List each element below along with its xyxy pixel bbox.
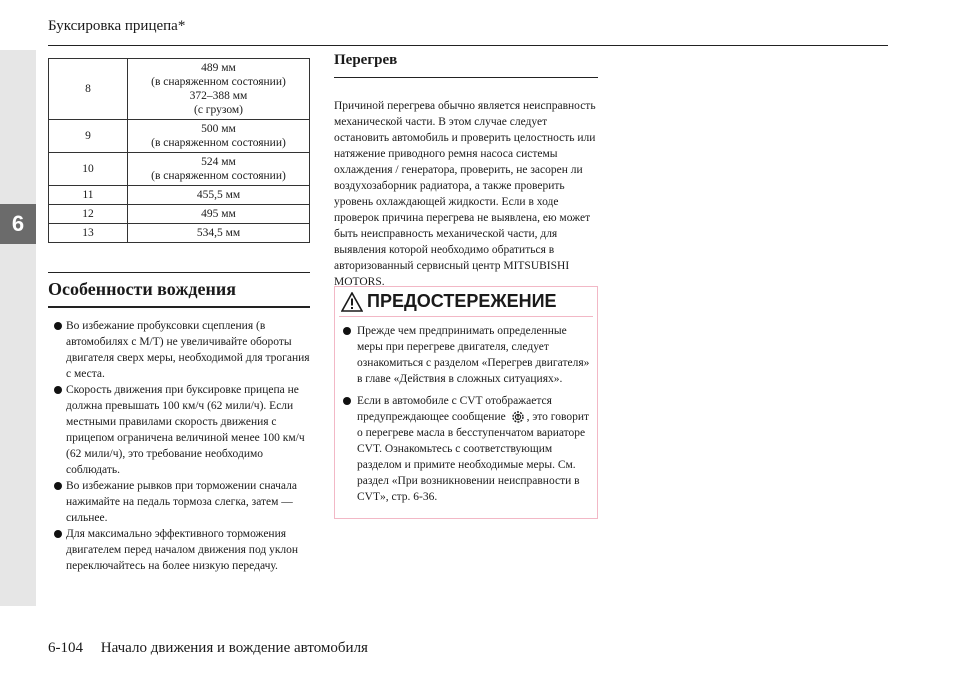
table-row [49, 224, 310, 243]
transmission-gear-icon [510, 409, 526, 425]
value-line: 500 мм [201, 123, 236, 135]
row-value [128, 120, 310, 153]
overheat-paragraph: Причиной перегрева обычно является неисправность механической части. В этом случае следует остановить автомобиль и проверить целостность или натяжение приводного ремня насоса системы охлаждения / генератора, проверить, не засорен ли воздухозаборник радиатора, а также проверить уровень охлаждающей жидкости. Если в ходе проверок причина перегрева не выявлена, ею может быть неисправность механической части, для выявления которой необходимо обратиться в авторизованный сервисный центр MITSUBISHI MOTORS. [334, 100, 596, 288]
warning-item2-start: Если в автомобиле с CVT отображается предупреждающее сообщение [357, 395, 552, 423]
value-line: 534,5 мм [196, 227, 241, 239]
row-number: 11 [49, 186, 128, 205]
chapter-tab: 6 [0, 204, 36, 244]
header-title: Буксировка прицепа* [48, 18, 186, 34]
row-number: 12 [49, 205, 128, 224]
warning-item2-end: , это говорит о перегреве масла в бесступенчатом вариаторе CVT. Ознакомьтесь с соответствующим разделом и примите необходимые меры. См. раздел «При возникновении неисправности в CVT», стр. 6-36. [357, 411, 590, 504]
warning-header [335, 287, 597, 312]
value-line: 489 мм [201, 62, 236, 74]
value-line: 372–388 мм [189, 90, 248, 102]
driving-bullet-list [52, 318, 314, 574]
list-item: Прежде чем предпринимать определенные меры при перегреве двигателя, следует ознакомиться с разделом «Перегрев двигателя» в главе «Действия в сложных ситуациях». [335, 323, 597, 387]
warning-title: ПРЕДОСТЕРЕЖЕНИЕ [367, 291, 557, 311]
overheat-section-heading [334, 52, 598, 78]
overheat-section-title: Перегрев [334, 52, 398, 68]
value-line: 495 мм [201, 208, 236, 220]
row-value [128, 153, 310, 186]
row-number: 10 [49, 153, 128, 186]
row-value [128, 59, 310, 120]
warning-list [335, 323, 597, 505]
spec-table [48, 58, 310, 243]
warning-divider [339, 316, 593, 317]
row-number: 13 [49, 224, 128, 243]
value-line: (в снаряженном состоянии) [151, 76, 286, 88]
table-row [49, 120, 310, 153]
value-line: (в снаряженном состоянии) [151, 137, 286, 149]
table-row [49, 205, 310, 224]
row-value [128, 186, 310, 205]
row-value [128, 224, 310, 243]
value-line: 455,5 мм [196, 189, 241, 201]
side-strip [0, 50, 36, 606]
list-item: Для максимально эффективного торможения двигателем перед началом движения под уклон переключайтесь на более низкую передачу. [52, 526, 314, 574]
driving-section-heading [48, 272, 310, 308]
page-number: 6-104 [48, 640, 83, 656]
value-line: (с грузом) [194, 104, 243, 116]
header-rule [48, 45, 888, 46]
warning-box [334, 286, 598, 519]
list-item: Во избежание пробуксовки сцепления (в автомобилях с M/T) не увеличивайте обороты двигателя сверх меры, необходимой для трогания с места. [52, 318, 314, 382]
warning-triangle-icon [341, 292, 363, 312]
table-row [49, 59, 310, 120]
table-row [49, 153, 310, 186]
row-value [128, 205, 310, 224]
list-item [335, 393, 597, 505]
table-row [49, 186, 310, 205]
value-line: 524 мм [201, 156, 236, 168]
row-number: 8 [49, 59, 128, 120]
row-number: 9 [49, 120, 128, 153]
list-item: Скорость движения при буксировке прицепа не должна превышать 100 км/ч (62 мили/ч). Если местными правилами скорость движения с прицепом ограничена величиной менее 100 км/ч (62 мили/ч), это требование необходимо соблюдать. [52, 382, 314, 478]
value-line: (в снаряженном состоянии) [151, 170, 286, 182]
chapter-name: Начало движения и вождение автомобиля [100, 640, 368, 656]
page-footer [48, 640, 368, 657]
list-item: Во избежание рывков при торможении сначала нажимайте на педаль тормоза слегка, затем — сильнее. [52, 478, 314, 526]
driving-section-title: Особенности вождения [48, 279, 236, 299]
